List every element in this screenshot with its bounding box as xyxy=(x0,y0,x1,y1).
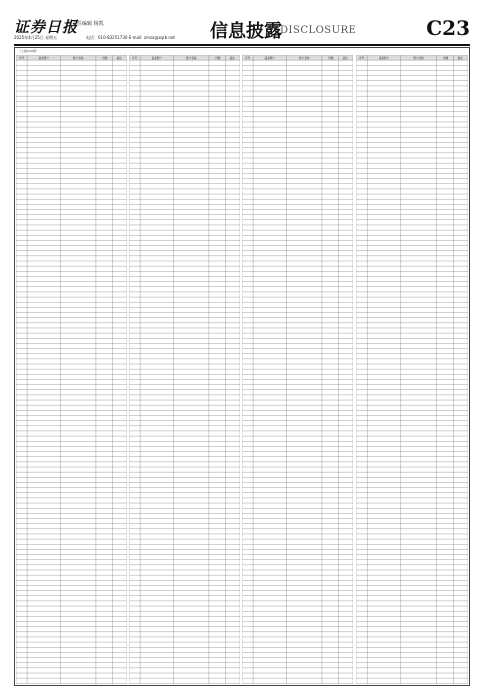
table-column-3-grid xyxy=(242,55,353,684)
table-header-shares: 份额 xyxy=(328,56,334,60)
table-header-band xyxy=(356,55,468,60)
table-header-shares: 份额 xyxy=(215,56,221,60)
table-header-band xyxy=(242,55,353,60)
section-title-english: DISCLOSURE xyxy=(280,25,357,36)
table-header-seq: 序号 xyxy=(359,56,365,60)
table-header-seq: 序号 xyxy=(132,56,138,60)
table-column-2-grid xyxy=(129,55,240,684)
section-title: 信息披露 xyxy=(210,21,282,42)
table-header-account: 基金账户 xyxy=(264,56,275,60)
table-header-account: 基金账户 xyxy=(151,56,162,60)
table-header-remark: 备注 xyxy=(116,56,122,60)
table-column-3 xyxy=(242,55,353,684)
table-column-2 xyxy=(129,55,240,684)
table-header-account: 基金账户 xyxy=(378,56,390,60)
table-header-remark: 备注 xyxy=(457,56,463,60)
table-header-name: 账户名称 xyxy=(299,56,310,60)
page-number: C23 xyxy=(426,16,470,40)
issue-date: 2025年4月25日 星期五 xyxy=(14,35,58,40)
table-column-4 xyxy=(356,55,468,684)
editor-line: 责任编辑 杨凯 xyxy=(72,21,104,27)
table-header-shares: 份额 xyxy=(443,56,449,60)
contact-line: 电话：010-83251730 E-mail: zmzx@zqrb.net xyxy=(86,35,175,40)
table-header-seq: 序号 xyxy=(19,56,25,60)
table-header-remark: 备注 xyxy=(342,56,348,60)
continuation-caption: （上接C22版） xyxy=(18,49,39,53)
table-column-4-grid xyxy=(356,55,468,684)
table-column-1 xyxy=(16,55,127,684)
newspaper-logo: 证券日报 xyxy=(14,18,79,36)
table-header-account: 基金账户 xyxy=(38,56,49,60)
table-header-remark: 备注 xyxy=(229,56,235,60)
table-column-1-grid xyxy=(16,55,127,684)
table-header-name: 账户名称 xyxy=(186,56,197,60)
header-rule xyxy=(14,44,470,46)
table-header-name: 账户名称 xyxy=(413,56,424,60)
table-header-seq: 序号 xyxy=(245,56,251,60)
table-header-shares: 份额 xyxy=(102,56,108,60)
table-header-band xyxy=(129,55,240,60)
table-header-band xyxy=(16,55,127,60)
table-header-name: 账户名称 xyxy=(73,56,84,60)
masthead xyxy=(14,14,470,42)
